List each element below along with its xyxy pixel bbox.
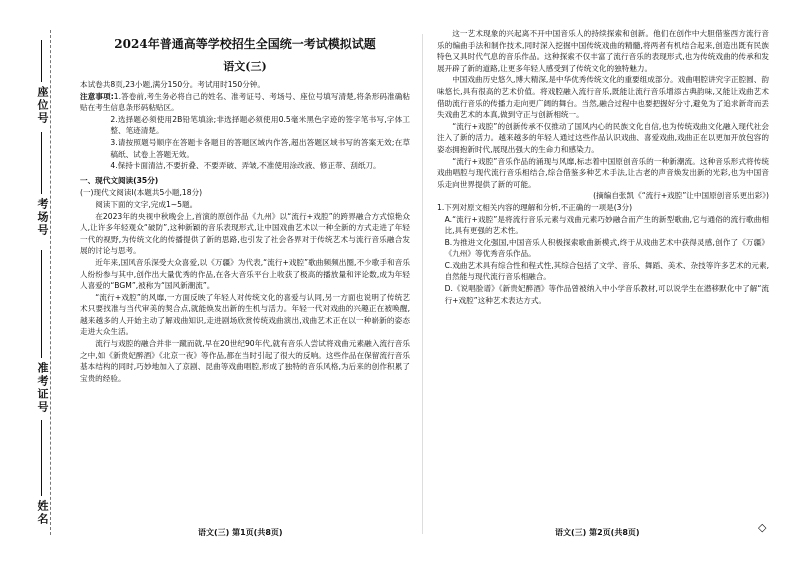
page-footer-left: 语文(三) 第1页(共8页): [198, 528, 283, 537]
question-1: 1.下列对原文相关内容的理解和分析,不正确的一项是(3分): [437, 202, 633, 212]
note-item: 2.选择题必须使用2B铅笔填涂;非选择题必须使用0.5毫米黑色字迹的签字笔书写,字体工整、笔迹清楚。: [110, 114, 410, 136]
passage-paragraph: “流行+戏腔”的创新传承不仅推动了国风内心的民族文化自信,也为传统戏曲文化融入现代社会注入了新的活力。越来越多的年轻人通过这些作品认识戏曲、喜爱戏曲,戏曲正在以更加开放包容的姿态拥抱新时代,展现出强大的生命力和感染力。: [437, 121, 769, 154]
passage-paragraph: 在2023年的央视中秋晚会上,首演的原创作品《九州》以“流行+戏腔”的跨界融合方式惊艳众人,让许多年轻观众“破防”,这种新颖的音乐表现形式,让中国戏曲艺术以一种全新的方式走进了年轻一代的视野,为传统文化的传播提供了新的思路,也引发了社会各界对于传统艺术与流行音乐融合发展的讨论与思考。: [80, 211, 410, 256]
seat-number-label: 座位号: [36, 86, 49, 125]
reading-instruction: 阅读下面的文字,完成1~5题。: [95, 199, 198, 209]
column-divider: [422, 34, 423, 534]
passage-paragraph: “流行+戏腔”的风靡,一方面反映了年轻人对传统文化的喜爱与认同,另一方面也说明了传统艺术只要找准与当代审美的契合点,就能焕发出新的生机与活力。年轻一代对戏曲的兴趣正在被唤醒,越来越多的人开始主动了解戏曲知识,走进剧场欣赏传统戏曲演出,戏曲艺术正在以一种崭新的姿态走进大众生活。: [80, 292, 410, 337]
exam-room-blank: [41, 132, 42, 194]
exam-intro: 本试卷共8页,23小题,满分150分。考试用时150分钟。: [80, 80, 265, 89]
name-label: 姓名: [36, 500, 49, 526]
exam-subtitle: 语文(三): [223, 60, 267, 73]
page-footer-right: 语文(三) 第2页(共8页): [555, 528, 640, 537]
option-c: C.戏曲艺术具有综合性和程式性,其综合包括了文学、音乐、舞蹈、美术、杂技等许多艺术的元素,自然能与现代流行音乐相融合。: [444, 260, 769, 282]
note-item: 4.保持卡面清洁,不要折叠、不要弄破、弄皱,不准使用涂改液、修正带、刮纸刀。: [110, 161, 381, 171]
option-a: A.“流行+戏腔”是将流行音乐元素与戏曲元素巧妙融合而产生的新型歌曲,它与通俗的流行歌曲相比,具有更强的艺术性。: [444, 214, 769, 236]
passage-paragraph: 中国戏曲历史悠久,博大精深,是中华优秀传统文化的重要组成部分。戏曲唱腔讲究字正腔圆、韵味悠长,具有很高的艺术价值。将戏腔融入流行音乐,既能让流行音乐增添古典韵味,又能让戏曲艺术借助流行音乐的传播力走向更广阔的舞台。当然,融合过程中也要把握好分寸,避免为了追求新奇而丢失戏曲艺术的本真,做到守正与创新相统一。: [437, 75, 769, 120]
binding-cut-line: [50, 30, 51, 535]
option-b: B.为推进文化强国,中国音乐人积极探索歌曲新模式,终于从戏曲艺术中获得灵感,创作了《万疆》《九州》等优秀音乐作品。: [444, 237, 769, 259]
right-column: [437, 28, 769, 306]
note-item: 3.请按照题号顺序在答题卡各题目的答题区域内作答,超出答题区域书写的答案无效;在草稿纸、试卷上答题无效。: [110, 137, 410, 159]
passage-paragraph: 这一艺术现象的兴起离不开中国音乐人的持续探索和创新。他们在创作中大胆借鉴西方流行音乐的编曲手法和制作技术,同时深入挖掘中国传统戏曲的精髓,将两者有机结合起来,创造出既有民族特色又具时代气息的音乐作品。这种探索不仅丰富了流行音乐的表现形式,也为传统戏曲的传承和发展开辟了新的道路,让更多年轻人感受到了传统文化的独特魅力。: [437, 29, 769, 73]
seat-number-blank: [41, 40, 42, 82]
subsection-heading: (一)现代文阅读Ⅰ(本题共5小题,18分): [80, 188, 203, 198]
passage-paragraph: 流行与戏腔的融合并非一蹴而就,早在20世纪90年代,就有音乐人尝试将戏曲元素融入流行音乐之中,如《新贵妃醉酒》《北京一夜》等作品,都在当时引起了很大的反响。这些作品在保留流行音乐基本结构的同时,巧妙地加入了京剧、昆曲等戏曲唱腔,形成了独特的音乐风格,为后来的创作积累了宝贵的经验。: [80, 339, 410, 383]
exam-title: 2024年普通高等学校招生全国统一考试模拟试题: [114, 37, 376, 51]
diamond-mark-icon: ◇: [758, 521, 767, 534]
exam-room-label: 考场号: [36, 198, 49, 237]
option-d: D.《说唱脸谱》《新贵妃醉酒》等作品曾被纳入中小学音乐教材,可以说学生在潜移默化中了解“流行+戏腔”这种艺术表达方式。: [444, 284, 769, 305]
note-item: 注意事项:1.答卷前,考生务必将自己的姓名、准考证号、考场号、座位号填写清楚,将条形码准确粘贴在考生信息条形码粘贴区。: [80, 91, 410, 113]
exam-notes: [80, 91, 410, 172]
admission-number-blank: [41, 250, 42, 358]
left-column: [80, 28, 410, 384]
admission-number-label: 准考证号: [36, 362, 49, 414]
passage-paragraph: “流行+戏腔”音乐作品的涌现与风靡,标志着中国原创音乐的一种新潮流。这种音乐形式将传统戏曲唱腔与现代流行音乐相结合,综合借鉴多种艺术手法,让古老的声音焕发出新的光彩,也为中国音乐走向世界提供了新的可能。: [437, 156, 769, 189]
section-heading: 一、现代文阅读(35分): [80, 175, 159, 185]
passage-source: (摘编自张凯《“流行+戏腔”让中国原创音乐更出彩》): [593, 191, 769, 201]
name-blank: [41, 420, 42, 496]
binding-margin: [0, 0, 62, 561]
passage-paragraph: 近年来,国风音乐深受大众喜爱,以《万疆》为代表,“流行+戏腔”歌曲频频出圈,不少歌手和音乐人纷纷参与其中,创作出大量优秀的作品,在各大音乐平台上收获了极高的播放量和评论数,成为年轻人喜爱的“BGM”,被称为“国风新潮流”。: [80, 257, 410, 291]
notes-label: 注意事项:: [80, 91, 114, 101]
